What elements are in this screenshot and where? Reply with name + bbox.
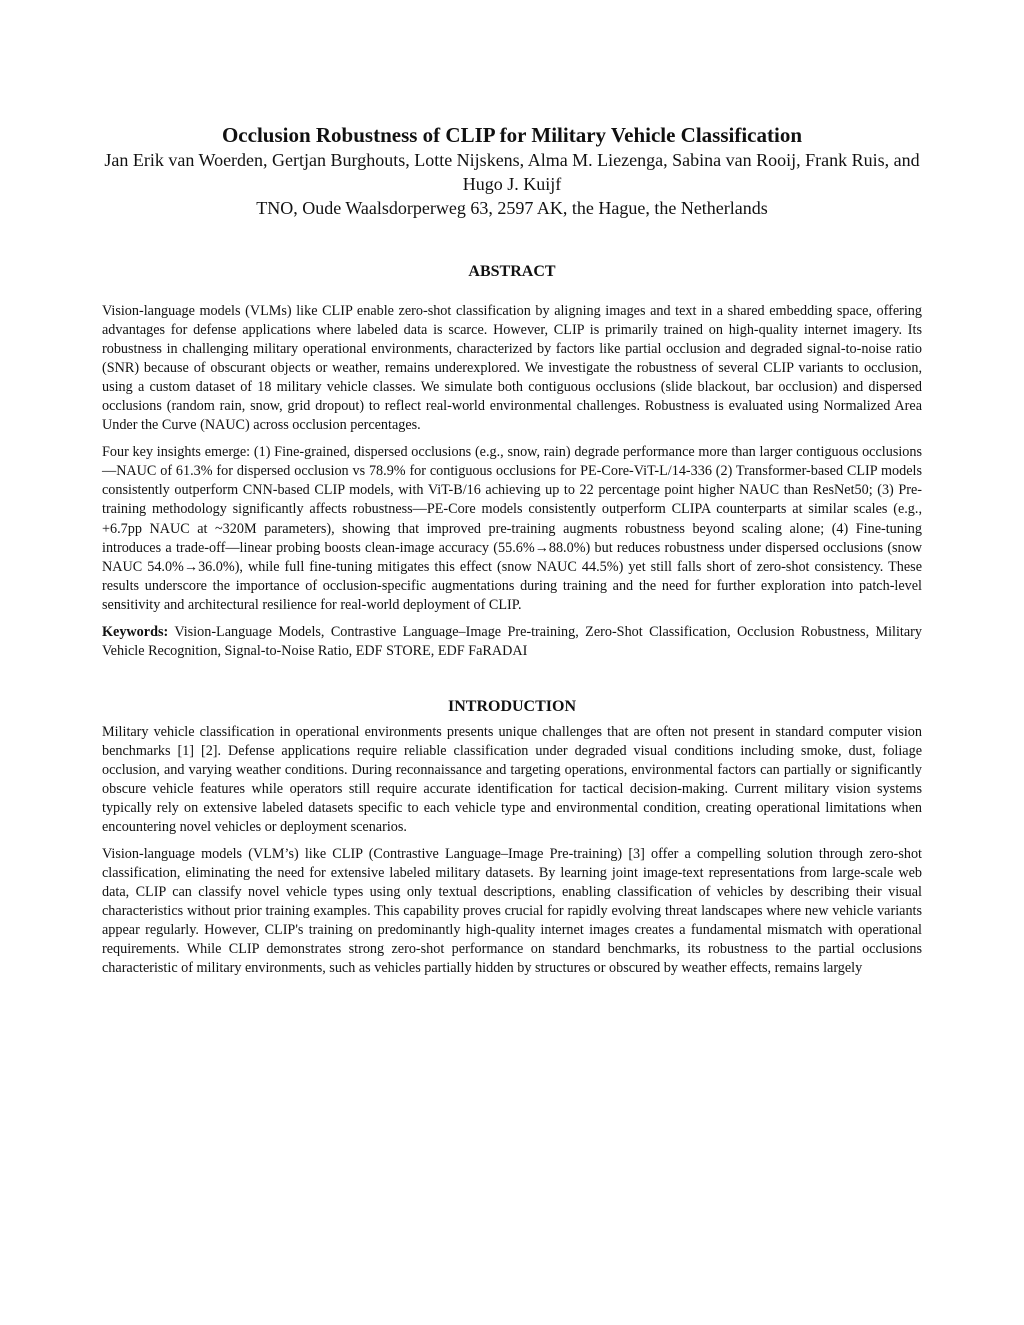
- introduction-heading: INTRODUCTION: [447, 697, 576, 715]
- author-list: Jan Erik van Woerden, Gertjan Burghouts, Lotte Nijskens, Alma M. Liezenga, Sabina van Rooij, Frank Ruis, and Hugo J. Kuijf: [104, 150, 920, 194]
- abstract-paragraph-2: Four key insights emerge: (1) Fine-grained, dispersed occlusions (e.g., snow, rain) degrade performance more than larger contiguous occlusions—NAUC of 61.3% for dispersed occlusion vs 78.9% for contiguous occlusions for PE-Core-ViT-L/14-336 (2) Transformer-based CLIP models consistently outperform CNN-based CLIP models, with ViT-B/16 achieving up to 22 percentage point higher NAUC than ResNet50; (3) Pre-training methodology significantly affects robustness—PE-Core models consistently outperform CLIPA counterparts at similar scales (e.g., +6.7pp NAUC at ~320M parameters), showing that improved pre-training augments robustness beyond scaling alone; (4) Fine-tuning introduces a trade-off—linear probing boosts clean-image accuracy (55.6%→88.0%) but reduces robustness under dispersed occlusions (snow NAUC 54.0%→36.0%), while full fine-tuning mitigates this effect (snow NAUC 44.5%) yet still falls short of zero-shot consistency. These results underscore the importance of occlusion-specific augmentations during training and the need for further exploration into patch-level sensitivity and architectural resilience for real-world deployment of CLIP.: [102, 444, 922, 613]
- abstract-paragraph-1: Vision-language models (VLMs) like CLIP enable zero-shot classification by aligning images and text in a shared embedding space, offering advantages for defense applications where labeled data is scarce. However, CLIP is primarily trained on high-quality internet imagery. Its robustness in challenging military operational environments, characterized by factors like partial occlusion and degraded signal-to-noise ratio (SNR) because of obscurant objects or weather, remains underexplored. We investigate the robustness of several CLIP variants to occlusion, using a custom dataset of 18 military vehicle classes. We simulate both contiguous occlusions (slide blackout, bar occlusion) and dispersed occlusions (random rain, snow, grid dropout) to reflect real-world environmental challenges. Robustness is evaluated using Normalized Area Under the Curve (NAUC) across occlusion percentages.: [102, 303, 922, 434]
- keywords-list: Vision-Language Models, Contrastive Language–Image Pre-training, Zero-Shot Classification, Occlusion Robustness, Military Vehicle Recognition, Signal-to-Noise Ratio, EDF STORE, EDF FaRADAI: [102, 623, 922, 659]
- introduction-paragraph-1: Military vehicle classification in operational environments presents unique challenges that are often not present in standard computer vision benchmarks [1] [2]. Defense applications require reliable classification under degraded visual conditions including smoke, dust, foliage occlusion, and varying weather conditions. During reconnaissance and targeting operations, environmental factors can partially or significantly obscure vehicle features while operators still require accurate identification for tactical decision-making. Current military vision systems typically rely on extensive labeled datasets specific to each vehicle type and environmental condition, creating operational limitations when encountering novel vehicles or deployment scenarios.: [102, 723, 922, 836]
- abstract-heading: ABSTRACT: [468, 263, 556, 280]
- affiliation: TNO, Oude Waalsdorperweg 63, 2597 AK, the Hague, the Netherlands: [256, 198, 768, 218]
- paper-page: [102, 122, 922, 986]
- paper-title: Occlusion Robustness of CLIP for Military Vehicle Classification: [221, 123, 803, 147]
- keywords-label: Keywords:: [102, 623, 169, 640]
- introduction-paragraph-2: Vision-language models (VLM’s) like CLIP (Contrastive Language–Image Pre-training) [3] offer a compelling solution through zero-shot classification, eliminating the need for extensive labeled military datasets. By learning joint image-text representations from large-scale web data, CLIP can classify novel vehicle types using only textual descriptions, enabling classification of vehicles by describing their visual characteristics without prior training examples. This capability proves crucial for rapidly evolving threat landscapes where new vehicle variants appear regularly. However, CLIP's training on predominantly high-quality internet images creates a fundamental mismatch with operational requirements. While CLIP demonstrates strong zero-shot performance on standard benchmarks, its robustness to the partial occlusions characteristic of military environments, such as vehicles partially hidden by structures or obscured by weather effects, remains largely: [102, 846, 922, 977]
- keywords: [102, 623, 922, 661]
